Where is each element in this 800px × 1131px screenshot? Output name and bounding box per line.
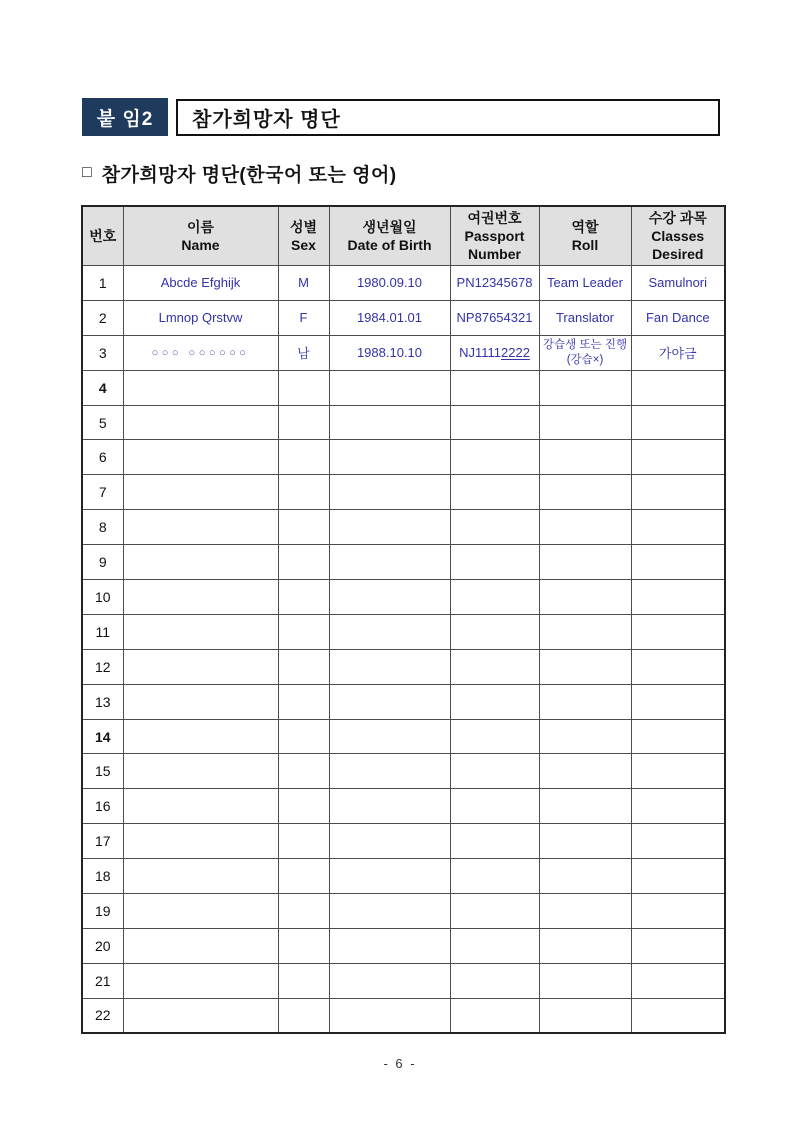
- cell-name: [123, 963, 278, 998]
- column-header-1: 번호: [82, 206, 123, 266]
- column-header-5: 여권번호 Passport Number: [450, 206, 539, 266]
- cell-passport: PN12345678: [450, 266, 539, 301]
- cell-classes: [631, 928, 725, 963]
- table-row: [82, 754, 725, 789]
- cell-sex: [278, 789, 329, 824]
- cell-dob: [329, 545, 450, 580]
- cell-dob: [329, 719, 450, 754]
- cell-roll: [539, 894, 631, 929]
- cell-roll: 강습생 또는 진행(강습×): [539, 335, 631, 370]
- cell-roll: Team Leader: [539, 266, 631, 301]
- cell-classes: Fan Dance: [631, 300, 725, 335]
- cell-name: Abcde Efghijk: [123, 266, 278, 301]
- column-header-2: 이름 Name: [123, 206, 278, 266]
- cell-name: [123, 440, 278, 475]
- cell-passport: [450, 370, 539, 405]
- cell-classes: [631, 370, 725, 405]
- table-row: [82, 614, 725, 649]
- cell-no: 18: [82, 859, 123, 894]
- table-row: [82, 510, 725, 545]
- cell-classes: [631, 405, 725, 440]
- table-row: [82, 475, 725, 510]
- table-header: [82, 206, 725, 266]
- table-row: [82, 266, 725, 301]
- cell-sex: [278, 545, 329, 580]
- cell-roll: [539, 614, 631, 649]
- cell-dob: [329, 580, 450, 615]
- cell-dob: [329, 928, 450, 963]
- cell-dob: [329, 475, 450, 510]
- cell-dob: 1980.09.10: [329, 266, 450, 301]
- cell-roll: [539, 928, 631, 963]
- cell-passport: [450, 719, 539, 754]
- table-row: [82, 545, 725, 580]
- attachment-badge: [82, 98, 168, 136]
- cell-name: [123, 928, 278, 963]
- cell-passport: [450, 545, 539, 580]
- cell-no: 2: [82, 300, 123, 335]
- cell-roll: [539, 475, 631, 510]
- cell-name: [123, 998, 278, 1033]
- cell-dob: [329, 614, 450, 649]
- cell-roll: [539, 510, 631, 545]
- cell-dob: [329, 684, 450, 719]
- cell-classes: [631, 580, 725, 615]
- cell-classes: 가야금: [631, 335, 725, 370]
- cell-classes: [631, 859, 725, 894]
- table-row: [82, 300, 725, 335]
- cell-no: 19: [82, 894, 123, 929]
- cell-name: [123, 405, 278, 440]
- cell-classes: [631, 510, 725, 545]
- cell-dob: 1988.10.10: [329, 335, 450, 370]
- cell-passport: [450, 405, 539, 440]
- cell-sex: [278, 684, 329, 719]
- cell-name: Lmnop Qrstvw: [123, 300, 278, 335]
- table-row: [82, 580, 725, 615]
- cell-no: 16: [82, 789, 123, 824]
- cell-dob: [329, 859, 450, 894]
- cell-name: [123, 824, 278, 859]
- cell-dob: [329, 963, 450, 998]
- cell-passport: NP87654321: [450, 300, 539, 335]
- table-row: [82, 998, 725, 1033]
- cell-passport: [450, 649, 539, 684]
- page-number: - 6 -: [383, 1056, 417, 1071]
- cell-no: 10: [82, 580, 123, 615]
- cell-roll: [539, 824, 631, 859]
- cell-no: 13: [82, 684, 123, 719]
- cell-no: 20: [82, 928, 123, 963]
- cell-dob: [329, 789, 450, 824]
- cell-classes: [631, 963, 725, 998]
- cell-dob: [329, 894, 450, 929]
- cell-passport: [450, 754, 539, 789]
- cell-classes: [631, 719, 725, 754]
- table-row: [82, 440, 725, 475]
- cell-sex: [278, 719, 329, 754]
- cell-passport: [450, 998, 539, 1033]
- cell-no: 6: [82, 440, 123, 475]
- cell-sex: [278, 998, 329, 1033]
- cell-classes: [631, 440, 725, 475]
- cell-dob: [329, 824, 450, 859]
- cell-name: ○○○ ○○○○○○: [123, 335, 278, 370]
- title-box: [176, 99, 720, 136]
- cell-no: 1: [82, 266, 123, 301]
- cell-no: 22: [82, 998, 123, 1033]
- cell-passport: [450, 684, 539, 719]
- cell-roll: [539, 370, 631, 405]
- section-heading-text: 참가희망자 명단(한국어 또는 영어): [101, 165, 397, 186]
- cell-roll: [539, 963, 631, 998]
- header-row: [82, 206, 725, 266]
- cell-roll: [539, 719, 631, 754]
- cell-roll: [539, 684, 631, 719]
- cell-passport: [450, 580, 539, 615]
- cell-dob: [329, 370, 450, 405]
- cell-passport: [450, 789, 539, 824]
- table-row: [82, 928, 725, 963]
- cell-roll: [539, 859, 631, 894]
- cell-no: 11: [82, 614, 123, 649]
- cell-passport: [450, 510, 539, 545]
- cell-roll: [539, 440, 631, 475]
- cell-roll: [539, 754, 631, 789]
- cell-passport: [450, 928, 539, 963]
- table-row: [82, 405, 725, 440]
- cell-no: 8: [82, 510, 123, 545]
- cell-name: [123, 510, 278, 545]
- cell-sex: [278, 754, 329, 789]
- cell-dob: [329, 998, 450, 1033]
- cell-sex: [278, 405, 329, 440]
- table-row: [82, 824, 725, 859]
- cell-sex: [278, 824, 329, 859]
- cell-dob: 1984.01.01: [329, 300, 450, 335]
- cell-classes: Samulnori: [631, 266, 725, 301]
- table-body: [82, 266, 725, 1034]
- cell-sex: [278, 963, 329, 998]
- cell-name: [123, 754, 278, 789]
- cell-sex: F: [278, 300, 329, 335]
- cell-no: 21: [82, 963, 123, 998]
- cell-roll: Translator: [539, 300, 631, 335]
- cell-roll: [539, 580, 631, 615]
- cell-roll: [539, 789, 631, 824]
- cell-roll: [539, 649, 631, 684]
- cell-passport: [450, 475, 539, 510]
- document-title: 참가희망자 명단: [192, 109, 341, 131]
- cell-name: [123, 614, 278, 649]
- cell-name: [123, 719, 278, 754]
- attachment-badge-label: 붙 임2: [96, 108, 154, 130]
- cell-name: [123, 580, 278, 615]
- cell-dob: [329, 649, 450, 684]
- table-row: [82, 894, 725, 929]
- cell-no: 15: [82, 754, 123, 789]
- cell-name: [123, 894, 278, 929]
- cell-passport: [450, 614, 539, 649]
- cell-dob: [329, 510, 450, 545]
- cell-no: 12: [82, 649, 123, 684]
- cell-classes: [631, 684, 725, 719]
- cell-roll: [539, 998, 631, 1033]
- cell-roll: [539, 405, 631, 440]
- cell-sex: [278, 614, 329, 649]
- column-header-7: 수강 과목 Classes Desired: [631, 206, 725, 266]
- cell-roll: [539, 545, 631, 580]
- cell-no: 5: [82, 405, 123, 440]
- cell-name: [123, 649, 278, 684]
- column-header-4: 생년월일 Date of Birth: [329, 206, 450, 266]
- cell-no: 9: [82, 545, 123, 580]
- cell-sex: [278, 649, 329, 684]
- cell-passport: [450, 894, 539, 929]
- cell-classes: [631, 824, 725, 859]
- cell-passport: NJ11112222: [450, 335, 539, 370]
- cell-sex: 남: [278, 335, 329, 370]
- cell-passport: [450, 963, 539, 998]
- cell-name: [123, 789, 278, 824]
- cell-sex: [278, 475, 329, 510]
- square-bullet-icon: □: [82, 163, 92, 181]
- cell-classes: [631, 475, 725, 510]
- table-row: [82, 859, 725, 894]
- applicant-roster-table: [81, 205, 726, 1034]
- cell-sex: [278, 370, 329, 405]
- cell-sex: [278, 928, 329, 963]
- cell-dob: [329, 405, 450, 440]
- cell-name: [123, 859, 278, 894]
- table-row: [82, 719, 725, 754]
- cell-no: 17: [82, 824, 123, 859]
- cell-classes: [631, 545, 725, 580]
- cell-sex: [278, 580, 329, 615]
- cell-passport: [450, 859, 539, 894]
- table-row: [82, 684, 725, 719]
- cell-name: [123, 370, 278, 405]
- cell-no: 14: [82, 719, 123, 754]
- cell-name: [123, 684, 278, 719]
- cell-sex: [278, 510, 329, 545]
- cell-classes: [631, 894, 725, 929]
- table-row: [82, 649, 725, 684]
- cell-classes: [631, 614, 725, 649]
- cell-classes: [631, 789, 725, 824]
- cell-passport: [450, 440, 539, 475]
- cell-no: 4: [82, 370, 123, 405]
- column-header-3: 성별 Sex: [278, 206, 329, 266]
- table-row: [82, 963, 725, 998]
- cell-dob: [329, 754, 450, 789]
- cell-passport: [450, 824, 539, 859]
- cell-sex: [278, 894, 329, 929]
- column-header-6: 역할 Roll: [539, 206, 631, 266]
- cell-name: [123, 475, 278, 510]
- cell-sex: [278, 440, 329, 475]
- cell-no: 7: [82, 475, 123, 510]
- cell-name: [123, 545, 278, 580]
- cell-classes: [631, 649, 725, 684]
- table-row: [82, 789, 725, 824]
- cell-dob: [329, 440, 450, 475]
- section-heading: [82, 160, 397, 187]
- cell-classes: [631, 754, 725, 789]
- cell-classes: [631, 998, 725, 1033]
- table-row: [82, 335, 725, 370]
- cell-sex: M: [278, 266, 329, 301]
- table-row: [82, 370, 725, 405]
- cell-no: 3: [82, 335, 123, 370]
- cell-sex: [278, 859, 329, 894]
